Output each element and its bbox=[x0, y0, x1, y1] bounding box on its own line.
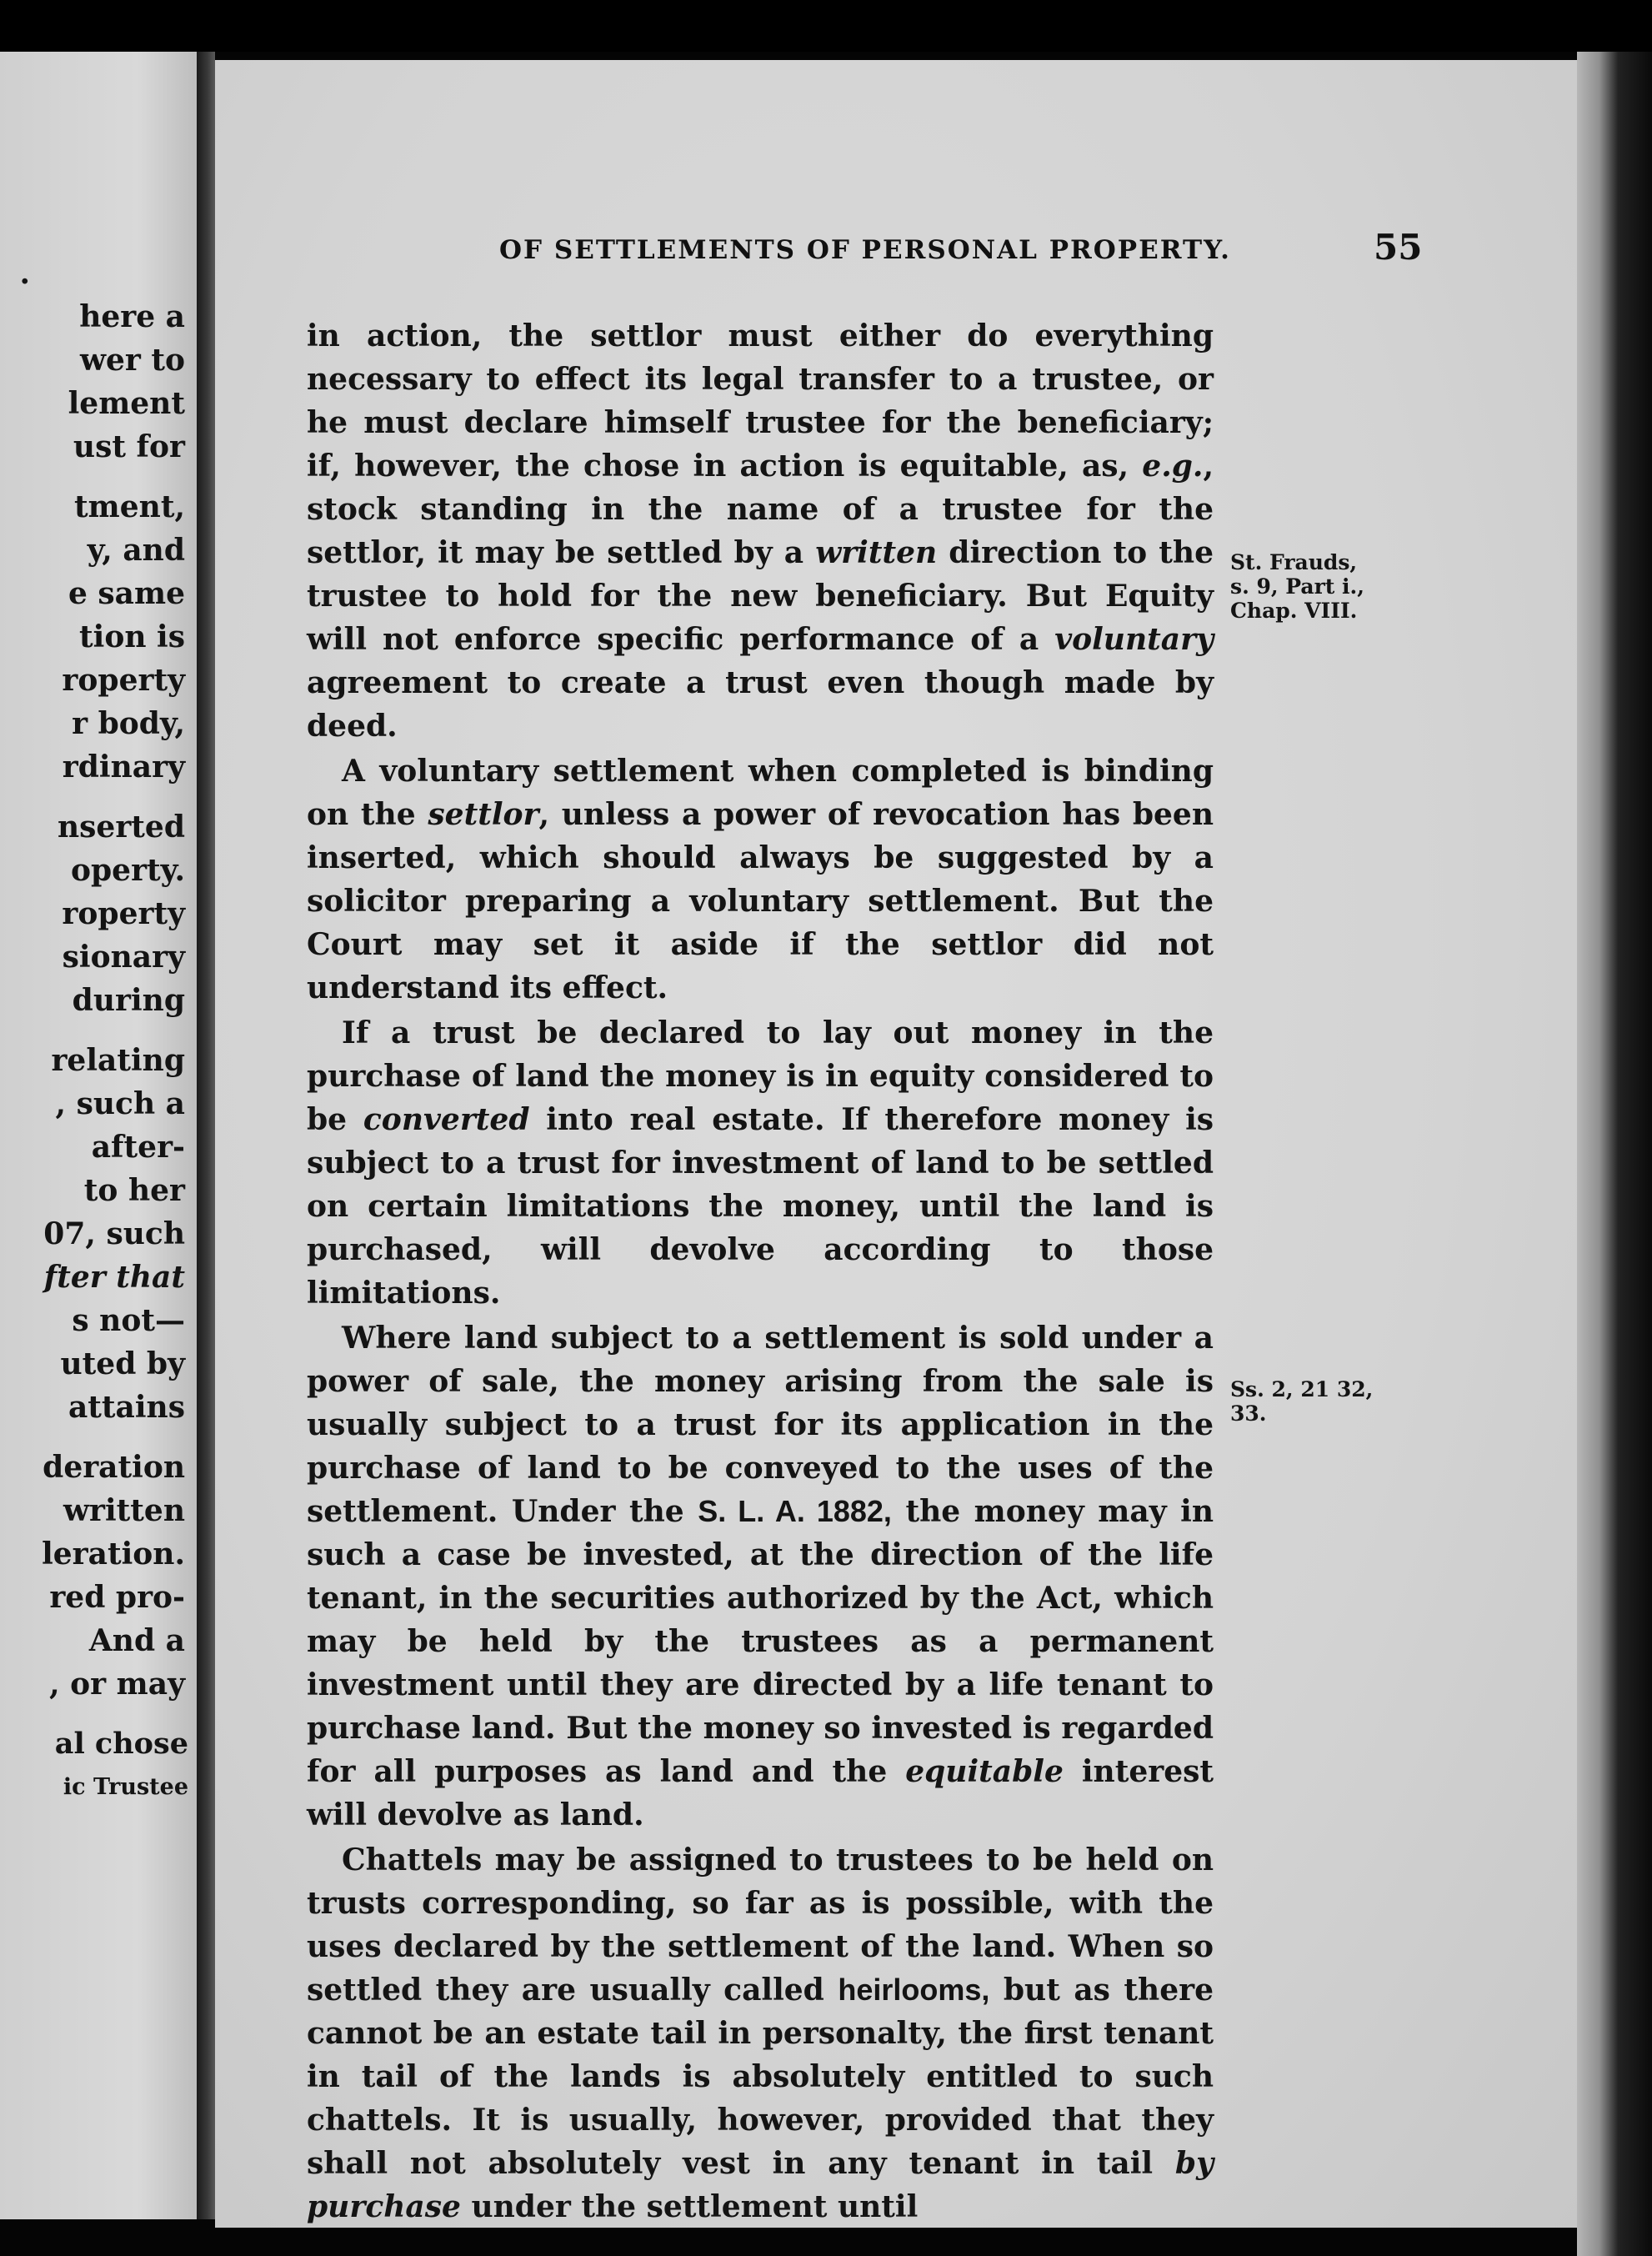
italic-term: voluntary bbox=[1054, 622, 1214, 657]
text-run: interest will devolve as land. bbox=[307, 1754, 1214, 1832]
book-page bbox=[215, 60, 1577, 2228]
facing-page-fragment bbox=[0, 52, 197, 2219]
text-run: Chattels may be assigned to trustees to be held on trusts corresponding, so far as is possible, with the uses declared by the settlement of the land. When so settled they are usually called bbox=[307, 1842, 1214, 2008]
facing-page-line: y, and bbox=[87, 533, 185, 568]
facing-page-line: written bbox=[63, 1493, 185, 1528]
facing-page-line: leration. bbox=[42, 1537, 185, 1572]
italic-term: settlor bbox=[428, 797, 539, 832]
text-run: but as there cannot be an estate tail in personalty, the first tenant in tail of the lands is absolutely entitled to such chattels. It is usually, however, provided that they shall not absolutely vest in any tenant in tail bbox=[307, 1973, 1214, 2181]
text-run: in action, the settlor must either do everything necessary to effect its legal transfer to a trustee, or he must declare himself trustee for the beneficiary; if, however, the chose in action is equitable, as, bbox=[307, 318, 1214, 484]
paragraph bbox=[307, 1838, 1214, 2228]
text-run: If a trust be declared to lay out money in the purchase of land the money is in equity considered to be bbox=[307, 1015, 1214, 1137]
italic-term: by purchase bbox=[307, 2146, 1214, 2224]
text-run: into real estate. If therefore money is subject to a trust for investment of land to be settled on certain limitations the money, until the land is purchased, will devolve according to those limitations. bbox=[307, 1102, 1214, 1311]
page-edge-shadow bbox=[1577, 52, 1652, 2256]
facing-page-line: relating bbox=[51, 1043, 185, 1078]
facing-page-line: tion is bbox=[79, 619, 185, 654]
facing-page-line: deration bbox=[43, 1450, 185, 1485]
facing-page-line: ust for bbox=[73, 429, 185, 464]
facing-page-line: tment, bbox=[74, 489, 185, 524]
text-run: , unless a power of revocation has been inserted, which should always be suggested by a solicitor preparing a voluntary settlement. But the Court may set it aside if the settlor did not understand its effect. bbox=[307, 797, 1214, 1005]
facing-page-line: fter that bbox=[43, 1260, 185, 1295]
facing-page-line: . bbox=[19, 256, 30, 291]
facing-page-line: roperty bbox=[62, 663, 185, 698]
facing-page-line: And a bbox=[88, 1623, 185, 1658]
text-run: A voluntary settlement when completed is binding on the bbox=[307, 754, 1214, 832]
text-run: the money may in such a case be invested, at the direction of the life tenant, in the securities authorized by the Act, which may be held by the trustees as a permanent investment until they are directed by a life tenant to purchase land. But the money so invested is regarded for all purposes as land and the bbox=[307, 1494, 1214, 1789]
bold-term: S. L. A. 1882, bbox=[698, 1494, 892, 1528]
italic-term: converted bbox=[363, 1102, 530, 1137]
facing-page-line: , such a bbox=[55, 1086, 185, 1121]
facing-page-line: attains bbox=[68, 1390, 185, 1425]
facing-page-line: lement bbox=[68, 386, 185, 421]
facing-page-line: r body, bbox=[72, 706, 185, 741]
scan-top-border bbox=[0, 0, 1652, 52]
italic-term: equitable bbox=[905, 1754, 1064, 1789]
facing-page-line: roperty bbox=[62, 896, 185, 931]
facing-page-line: e same bbox=[68, 576, 185, 611]
book-gutter bbox=[197, 52, 215, 2219]
text-run: Where land subject to a settlement is sold under a power of sale, the money arising from the sale is usually subject to a trust for its application in the purchase of land to be conveyed to the uses of the settlement. Under the bbox=[307, 1321, 1214, 1529]
facing-page-line: after- bbox=[91, 1130, 185, 1165]
facing-page-line: rdinary bbox=[62, 749, 185, 785]
facing-page-line: wer to bbox=[79, 343, 185, 378]
paragraph bbox=[307, 1011, 1214, 1315]
facing-page-line: to her bbox=[83, 1173, 185, 1208]
text-run: agreement to create a trust even though made by deed. bbox=[307, 665, 1214, 744]
bold-term: heirlooms, bbox=[838, 1973, 990, 2007]
facing-page-line: red pro- bbox=[49, 1580, 185, 1615]
text-run: direction to the trustee to hold for the new beneficiary. But Equity will not enforce specific performance of a bbox=[307, 535, 1214, 657]
facing-page-line: s not— bbox=[72, 1303, 185, 1338]
margin-note-statute-of-frauds: St. Frauds, s. 9, Part i., Chap. VIII. bbox=[1230, 550, 1364, 623]
paragraph bbox=[307, 749, 1214, 1010]
facing-page-line: sionary bbox=[62, 940, 185, 975]
facing-page-line: here a bbox=[79, 299, 185, 334]
facing-page-line: , or may bbox=[49, 1667, 185, 1702]
facing-page-line: ic Trustee bbox=[63, 1774, 188, 1800]
running-head: OF SETTLEMENTS OF PERSONAL PROPERTY. bbox=[499, 235, 1231, 265]
facing-page-line: 07, such bbox=[43, 1216, 185, 1251]
facing-page-line: al chose bbox=[54, 1727, 188, 1761]
italic-term: written bbox=[815, 535, 938, 570]
facing-page-line: uted by bbox=[60, 1346, 185, 1381]
facing-page-line: operty. bbox=[70, 853, 185, 888]
text-run: under the settlement until bbox=[460, 2189, 919, 2224]
margin-note-settled-land-act-sections: Ss. 2, 21 32, 33. bbox=[1230, 1377, 1374, 1426]
facing-page-line: during bbox=[72, 983, 185, 1018]
text-run: , stock standing in the name of a trustee for the settlor, it may be settled by a bbox=[307, 449, 1214, 570]
paragraph bbox=[307, 314, 1214, 748]
paragraph bbox=[307, 1316, 1214, 1837]
italic-term: e.g. bbox=[1142, 449, 1204, 484]
body-text bbox=[307, 314, 1214, 2228]
page-number: 55 bbox=[1374, 227, 1423, 268]
facing-page-line: nserted bbox=[57, 810, 185, 845]
